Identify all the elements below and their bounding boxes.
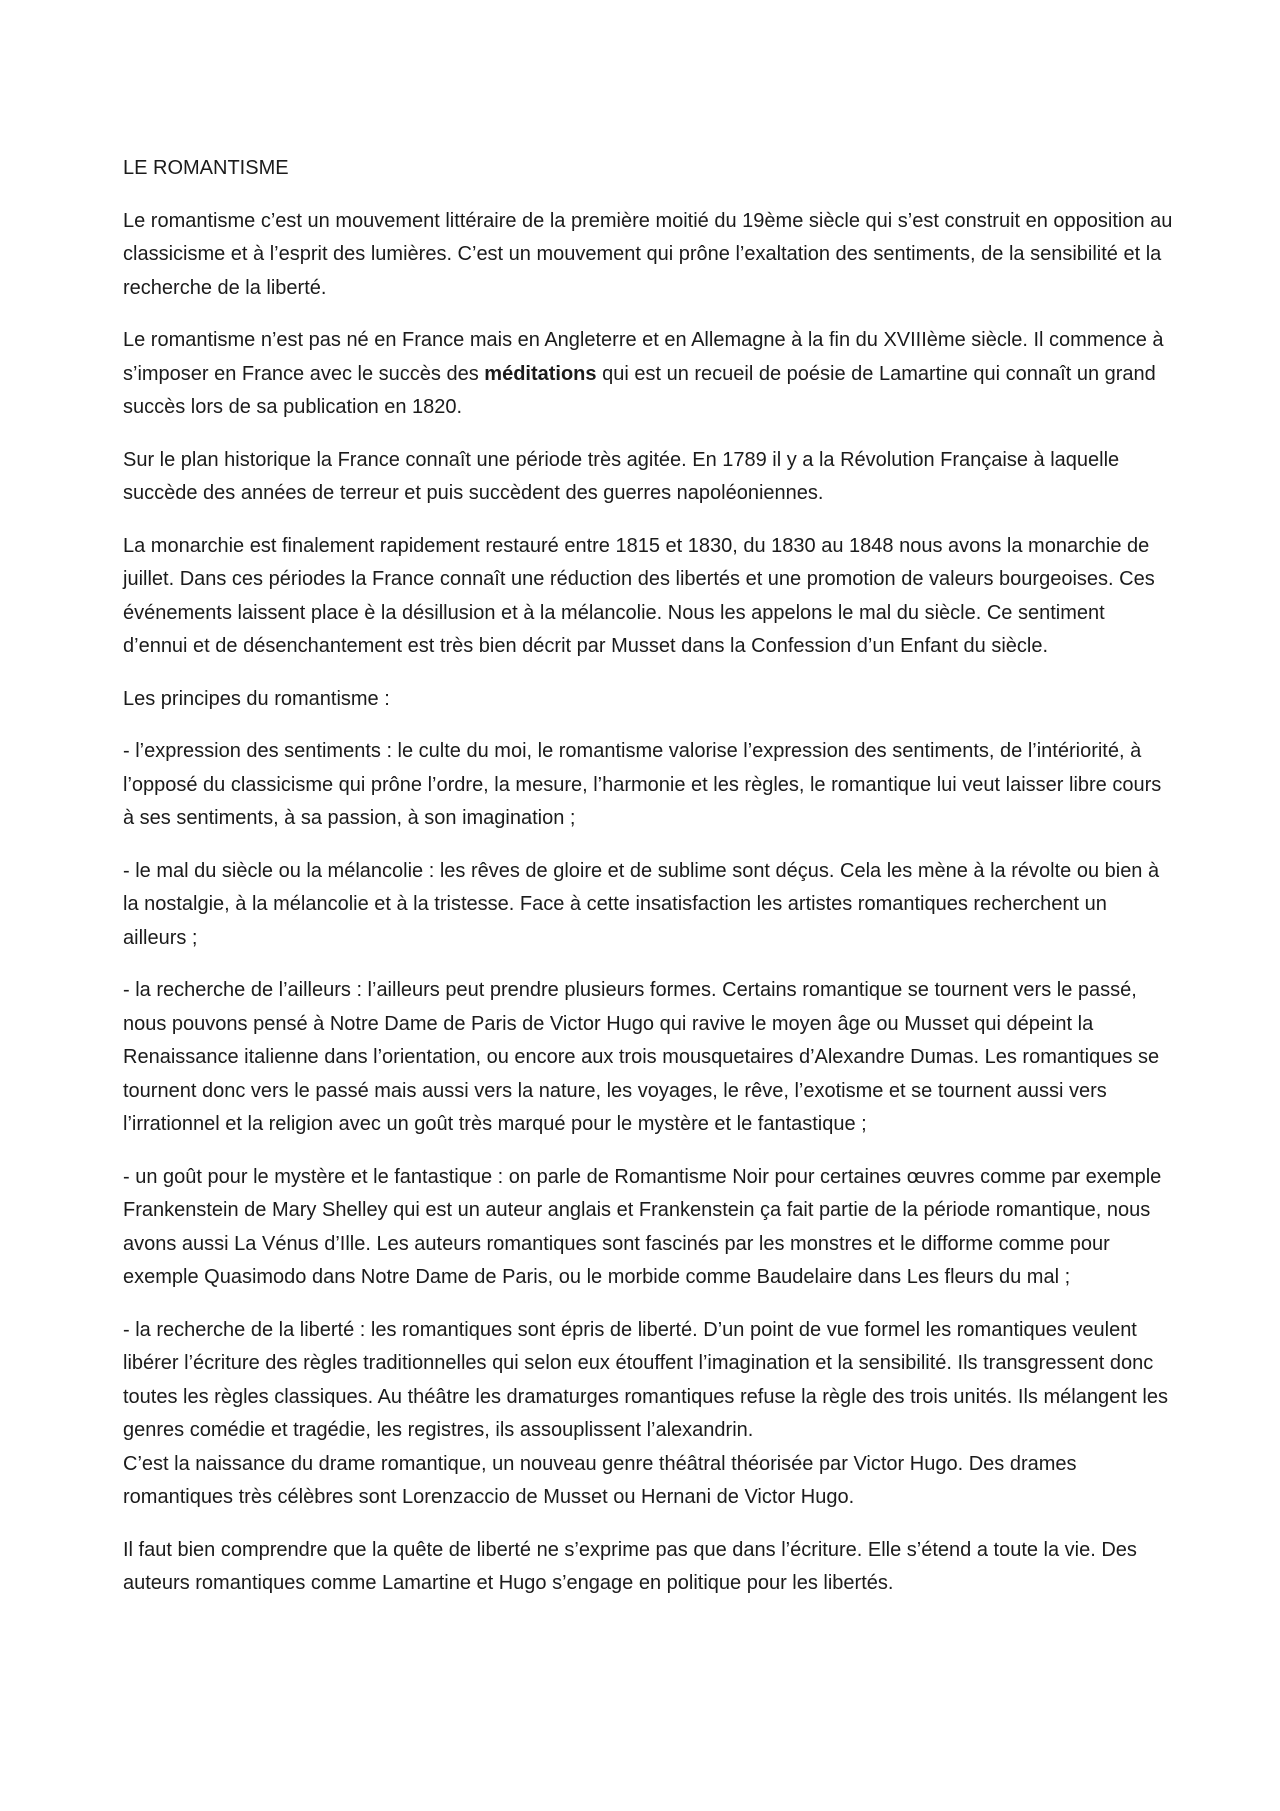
paragraph-ailleurs: - la recherche de l’ailleurs : l’ailleurs peut prendre plusieurs formes. Certains romantique se tournent vers le passé, nous pouvons pensé à Notre Dame de Paris de Victor Hugo qui ravive le moyen âge ou Musset qui dépeint la Renaissance italienne dans l’orientation, ou encore aux trois mousquetaires d’Alexandre Dumas. Les romantiques se tournent donc vers le passé mais aussi vers la nature, les voyages, le rêve, l’exotisme et se tournent aussi vers l’irrationnel et la religion avec un goût très marqué pour le mystère et le fantastique ; xyxy=(123,979,1160,1135)
paragraph-intro: Le romantisme c’est un mouvement littéraire de la première moitié du 19ème siècle qui s’est construit en opposition au classicisme et à l’esprit des lumières. C’est un mouvement qui prône l’exaltation des sentiments, de la sensibilité et la recherche de la liberté. xyxy=(123,209,1173,299)
document-page xyxy=(123,152,1173,1620)
meditations-bold-term: méditations xyxy=(484,362,597,385)
paragraph-monarchy: La monarchie est finalement rapidement restauré entre 1815 et 1830, du 1830 au 1848 nous avons la monarchie de juillet. Dans ces périodes la France connaît une réduction des libertés et une promotion de valeurs bourgeoises. Ces événements laissent place è la désillusion et à la mélancolie. Nous les appelons le mal du siècle. Ce sentiment d’ennui et de désenchantement est très bien décrit par Musset dans la Confession d’un Enfant du siècle. xyxy=(123,534,1155,657)
paragraph-origins-text-start: Le romantisme n’est pas né en France mais en Angleterre et en Allemagne à la fin du XVIIIème siècle. Il commence à s’imposer en France avec le succès des xyxy=(123,329,1164,385)
document-title: LE ROMANTISME xyxy=(123,157,289,179)
paragraph-origins xyxy=(123,324,1173,425)
paragraph-origins-text-end: qui est un recueil de poésie de Lamartine qui connaît un grand succès lors de sa publication en 1820. xyxy=(123,362,1156,418)
paragraph-mal-du-siecle: - le mal du siècle ou la mélancolie : les rêves de gloire et de sublime sont déçus. Cela les mène à la révolte ou bien à la nostalgie, à la mélancolie et à la tristesse. Face à cette insatisfaction les artistes romantiques recherchent un ailleurs ; xyxy=(123,859,1160,949)
paragraph-history: Sur le plan historique la France connaît une période très agitée. En 1789 il y a la Révolution Française à laquelle succède des années de terreur et puis succèdent des guerres napoléoniennes. xyxy=(123,448,1120,504)
paragraph-conclusion: Il faut bien comprendre que la quête de liberté ne s’exprime pas que dans l’écriture. Elle s’étend a toute la vie. Des auteurs romantiques comme Lamartine et Hugo s’engage en politique pour les libertés. xyxy=(123,1538,1137,1594)
paragraph-liberte: - la recherche de la liberté : les romantiques sont épris de liberté. D’un point de vue formel les romantiques veulent libérer l’écriture des règles traditionnelles qui selon eux étouffent l’imagination et la sensibilité. Ils transgressent donc toutes les règles classiques. Au théâtre les dramaturges romantiques refuse la règle des trois unités. Ils mélangent les genres comédie et tragédie, les registres, ils assouplissent l’alexandrin. xyxy=(123,1318,1168,1441)
paragraph-principles-heading: Les principes du romantisme : xyxy=(123,687,390,710)
paragraph-mystere-fantastique: - un goût pour le mystère et le fantastique : on parle de Romantisme Noir pour certaines œuvres comme par exemple Frankenstein de Mary Shelley qui est un auteur anglais et Frankenstein ça fait partie de la période romantique, nous avons aussi La Vénus d’Ille. Les auteurs romantiques sont fascinés par les monstres et le difforme comme pour exemple Quasimodo dans Notre Dame de Paris, ou le morbide comme Baudelaire dans Les fleurs du mal ; xyxy=(123,1165,1162,1288)
paragraph-expression-sentiments: - l’expression des sentiments : le culte du moi, le romantisme valorise l’expression des sentiments, de l’intériorité, à l’opposé du classicisme qui prône l’ordre, la mesure, l’harmonie et les règles, le romantique lui veut laisser libre cours à ses sentiments, à sa passion, à son imagination ; xyxy=(123,740,1162,829)
paragraph-drame-romantique: C’est la naissance du drame romantique, un nouveau genre théâtral théorisée par Victor Hugo. Des drames romantiques très célèbres sont Lorenzaccio de Musset ou Hernani de Victor Hugo. xyxy=(123,1452,1077,1508)
